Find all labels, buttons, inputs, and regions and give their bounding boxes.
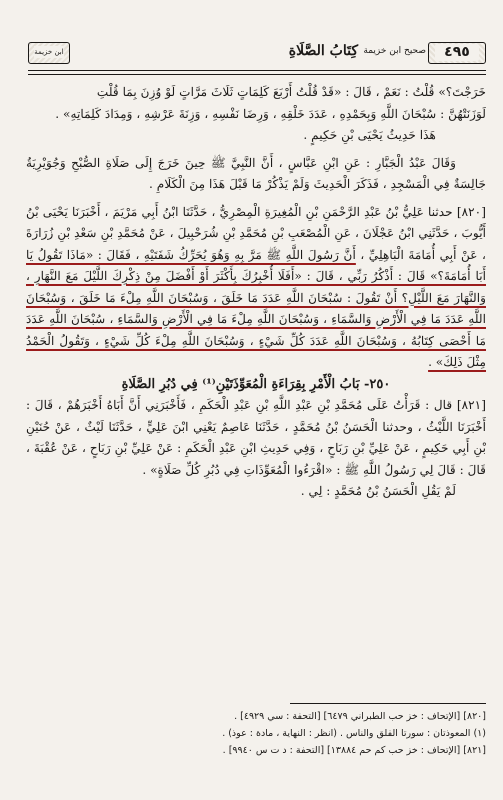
main-text (26, 82, 486, 503)
paragraph: وَقَالَ عَبْدُ الْجَبَّارِ : عَنِ ابْنِ عَبَّاسٍ ، أَنَّ النَّبِيَّ ﷺ حِينَ خَرَجَ إِلَى صَلَاةِ الصُّبْحِ وَجُوَيْرِيَةُ جَالِسَةٌ فِي الْمَسْجِدِ ، فَذَكَرَ الْحَدِيثَ وَلَمْ يَذْكُرْ مَا قَبْلَ هَذَا مِنَ الْكَلَامِ . (26, 155, 486, 191)
hadith-820 (26, 202, 486, 374)
highlighted-text: أَنَّ رَسُولَ اللَّهِ ﷺ مَرَّ بِهِ وَهُوَ يُحَرِّكُ شَفَتَيْهِ ، فَقَالَ : «مَاذَا تَقُولُ يَا أَبَا أُمَامَةَ؟» قَالَ : أَذْكُرُ رَبِّي ، قَالَ : «أَفَلَا أُخْبِرُكَ بِأَكْثَرَ أَوْ أَفْضَلَ مِنْ ذِكْرِكَ اللَّيْلَ مَعَ النَّهَارِ ، وَالنَّهَارَ مَعَ اللَّيْلِ؟ أَنْ تَقُولَ : سُبْحَانَ اللَّهِ عَدَدَ مَا خَلَقَ ، وَسُبْحَانَ اللَّهِ مِلْءَ مَا خَلَقَ ، وَسُبْحَانَ اللَّهِ عَدَدَ مَا فِي الْأَرْضِ وَالسَّمَاءِ ، وَسُبْحَانَ اللَّهِ مِلْءَ مَا فِي الْأَرْضِ وَالسَّمَاءِ ، سُبْحَانَ اللَّهِ عَدَدَ مَا أَحْصَى كِتَابُهُ ، وَسُبْحَانَ اللَّهِ عَدَدَ كُلِّ شَيْءٍ ، وَسُبْحَانَ اللَّهِ مِلْءَ كُلِّ شَيْءٍ ، وَتَقُولُ الْحَمْدُ مِثْلَ ذَلِكَ» . (26, 247, 486, 369)
paragraph: لَمْ يَقُلِ الْحَسَنُ بْنُ مُحَمَّدٍ : لِي . (300, 484, 456, 498)
footnote: [٨٢٠] [الإتحاف : خز حب الطبراني ٦٤٧٩] [التحفة : سي ٤٩٢٩] . (234, 711, 486, 722)
paragraph: لَوَزَنَتْهُنَّ : سُبْحَانَ اللَّهِ وَبِحَمْدِهِ ، عَدَدَ خَلْقِهِ ، وَرِضَا نَفْسِهِ ، وَزِنَةَ عَرْشِهِ ، وَمِدَادَ كَلِمَاتِهِ» . (55, 106, 486, 121)
footnote-divider (290, 703, 486, 704)
page-number-frame (428, 42, 486, 64)
book-source-label: صحيح ابن خزيمة (363, 46, 426, 56)
page-header (28, 42, 486, 66)
header-divider (28, 70, 486, 75)
publisher-logo (28, 42, 70, 64)
hadith-821: [٨٢١] قال : قَرَأْتُ عَلَى مُحَمَّدِ بْنِ عَبْدِ اللَّهِ بْنِ عَبْدِ الْحَكَمِ ، فَأَخْبَرَنِي أَنَّ أَبَاهُ أَخْبَرَهُمْ ، قَالَ : أَخْبَرَنَا اللَّيْثُ ، وحدثنا الْحَسَنُ بْنُ مُحَمَّدٍ ، حَدَّثَنَا عَاصِمٌ يَعْنِي ابْنَ عَلِيٍّ ، حَدَّثَنَا لَيْثٌ ، عَنْ حُنَيْنِ بْنِ أَبِي حَكِيمٍ ، عَنْ عَلِيِّ بْنِ رَبَاحٍ ، وَفِي حَدِيثِ ابْنِ عَبْدِ الْحَكَمِ : عَنْ عَلِيِّ بْنِ رَبَاحٍ ، عَنْ عُقْبَةَ ، قَالَ : قَالَ لِي رَسُولُ اللَّهِ ﷺ : «اقْرَءُوا الْمُعَوِّذَاتِ فِي دُبُرِ كُلِّ صَلَاةٍ» . (26, 398, 486, 477)
hadith-isnad: [٨٢٠] حدثنا عَلِيُّ بْنُ عَبْدِ الرَّحْمَنِ بْنِ الْمُغِيرَةِ الْمِصْرِيُّ ، حَدَّثَنَا ابْنُ أَبِي مَرْيَمَ ، أَخْبَرَنَا يَحْيَى بْنُ أَيُّوبَ ، حَدَّثَنِي ابْنُ عَجْلَانَ ، عَنِ الْمُصْعَبِ بْنِ مُحَمَّدِ بْنِ شُرَحْبِيلَ ، عَنْ مُحَمَّدِ بْنِ سَعْدِ بْنِ زُرَارَةَ ، عَنْ أَبِي أُمَامَةَ الْبَاهِلِيِّ ، (26, 204, 486, 262)
footnote: (١) المعوذتان : سورتا الفلق والناس . (انظر : النهاية ، مادة : عوذ) . (222, 728, 486, 739)
chapter-title: كِتَابُ الصَّلَاةِ (288, 43, 358, 59)
footnote: [٨٢١] [الإتحاف : خز حب كم حم ١٣٨٨٤] [التحفة : د ت س ٩٩٤٠] . (222, 745, 486, 756)
logo-text: ابن خزيمة (34, 48, 64, 56)
chapter-heading: ٢٥٠- بَابُ الْأَمْرِ بِقِرَاءَةِ الْمُعَوِّذَتَيْنِ⁽¹⁾ فِي دُبُرِ الصَّلَاةِ (121, 376, 391, 392)
footnotes (26, 708, 486, 759)
paragraph: هَذَا حَدِيثُ يَحْيَى بْنِ حَكِيمٍ . (303, 128, 436, 142)
paragraph: خَرَجْتَ؟» قُلْتُ : نَعَمْ ، قَالَ : «قَدْ قُلْتُ أَرْبَعَ كَلِمَاتٍ ثَلَاثَ مَرَّاتٍ لَوْ وُزِنَ بِمَا قُلْتِ (96, 85, 486, 99)
page-number: ٤٩٥ (435, 44, 479, 61)
